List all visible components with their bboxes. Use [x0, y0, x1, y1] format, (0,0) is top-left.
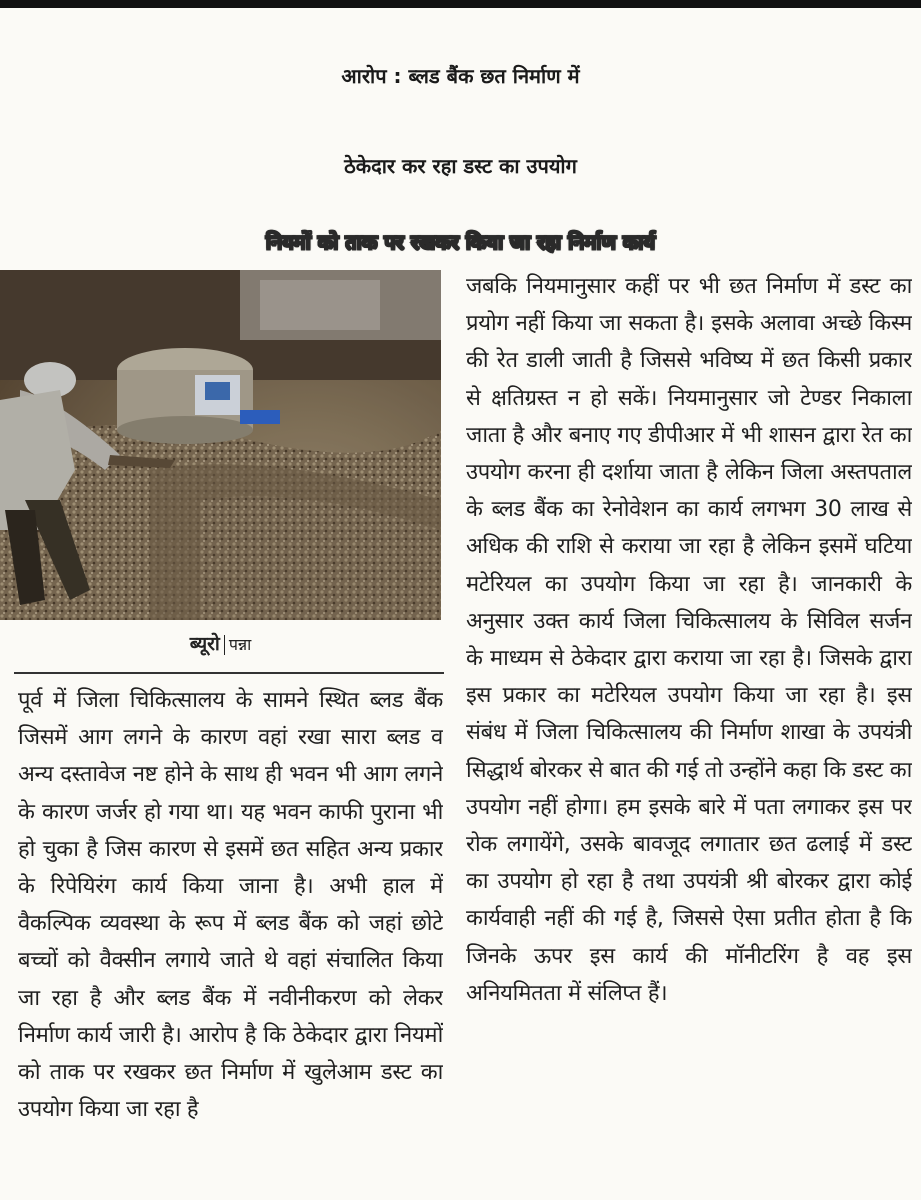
- byline-author: ब्यूरो: [189, 633, 220, 655]
- headline-line-1: आरोप : ब्लड बैंक छत निर्माण में: [341, 64, 580, 88]
- article-column-left: [18, 682, 443, 1192]
- construction-worker-photo-icon: [0, 270, 441, 620]
- article-text-left: पूर्व में जिला चिकित्सालय के सामने स्थित ब्लड बैंक जिसमें आग लगने के कारण वहां रखा सारा ब्लड व अन्य दस्तावेज नष्ट होने के साथ ही भवन भी आग लगने के कारण जर्जर हो गया था। यह भवन काफी पुराना भी हो चुका है जिस कारण से इसमें छत सहित अन्य प्रकार के रिपेयिरंग कार्य किया जाना है। अभी हाल में वैकल्पिक व्यवस्था के रूप में ब्लड बैंक को जहां छोटे बच्चों को वैक्सीन लगाये जाते थे वहां संचालित किया जा रहा है और ब्लड बैंक में नवीनीकरण को लेकर निर्माण कार्य जारी है। आरोप है कि ठेकेदार द्वारा नियमों को ताक पर रखकर छत निर्माण में खुलेआम डस्ट का उपयोग किया जा रहा है: [18, 688, 443, 1123]
- headline-line-2: ठेकेदार कर रहा डस्ट का उपयोग: [344, 154, 577, 178]
- subheadline: नियमों को ताक पर रखकर किया जा रहा निर्माण कार्य: [265, 230, 656, 254]
- section-rule: [14, 672, 444, 674]
- newspaper-clipping: [0, 8, 921, 1200]
- byline: [0, 630, 441, 656]
- byline-place: पन्ना: [228, 635, 252, 654]
- byline-divider: [224, 635, 225, 655]
- news-photo: [0, 270, 441, 620]
- article-text-right: जबकि नियमानुसार कहीं पर भी छत निर्माण में डस्ट का प्रयोग नहीं किया जा सकता है। इसके अलावा अच्छे किस्म की रेत डाली जाती है जिससे भविष्य में छत किसी प्रकार से क्षतिग्रस्त न हो सकें। नियमानुसार जो टेण्डर निकाला जाता है और बनाए गए डीपीआर में भी शासन द्वारा रेत का उपयोग करना ही दर्शाया जाता है लेकिन जिला अस्तपताल के ब्लड बैंक का रेनोवेशन का कार्य लगभग 30 लाख से अधिक की राशि से कराया जा रहा है लेकिन इसमें घटिया मटेरियल का उपयोग किया जा रहा है। जानकारी के अनुसार उक्त कार्य जिला चिकित्सालय के सिविल सर्जन के माध्यम से ठेकेदार द्वारा कराया जा रहा है। जिसके द्वारा इस प्रकार का मटेरियल उपयोग किया जा रहा है। इस संबंध में जिला चिकित्सालय की निर्माण शाखा के उपयंत्री सिद्धार्थ बोरकर से बात की गई तो उन्होंने कहा कि डस्ट का उपयोग नहीं होगा। हम इसके बारे में पता लगाकर इस पर रोक लगायेंगे, उसके बावजूद लगातार छत ढलाई में डस्ट का उपयोग हो रहा है तथा उपयंत्री श्री बोरकर द्वारा कोई कार्यवाही नहीं की गई है, जिससे ऐसा प्रतीत होता है कि जिनके ऊपर इस कार्य की मॉनीटरिंग है वह इस अनियमितता में संलिप्त हैं।: [466, 274, 912, 1006]
- article-column-right: [466, 268, 912, 1196]
